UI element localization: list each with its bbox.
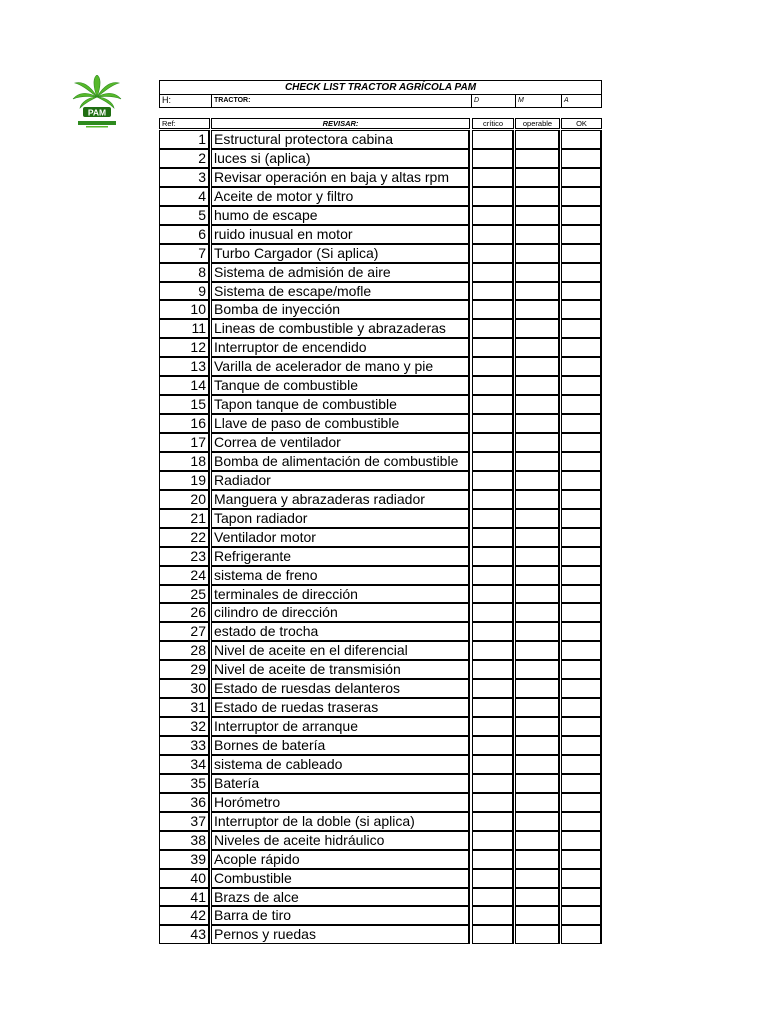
item-number: 33 [159,736,210,755]
operable-checkbox[interactable] [515,547,560,566]
item-number: 7 [159,244,210,263]
table-row [159,755,602,774]
item-description: Radiador [211,471,470,490]
critico-checkbox[interactable] [472,774,514,793]
table-row [159,925,602,944]
table-row [159,528,602,547]
ok-checkbox[interactable] [561,433,602,452]
ok-checkbox[interactable] [561,168,602,187]
table-row [159,641,602,660]
item-number: 3 [159,168,210,187]
critico-checkbox[interactable] [472,622,514,641]
critico-checkbox[interactable] [472,225,514,244]
item-description: Interruptor de la doble (si aplica) [211,812,470,831]
ok-checkbox[interactable] [561,319,602,338]
item-number: 29 [159,660,210,679]
item-number: 15 [159,395,210,414]
critico-checkbox[interactable] [472,395,514,414]
table-row [159,717,602,736]
item-number: 26 [159,603,210,622]
item-description: Nivel de aceite de transmisión [211,660,470,679]
critico-checkbox[interactable] [472,831,514,850]
critico-checkbox[interactable] [472,660,514,679]
operable-checkbox[interactable] [515,585,560,604]
table-row [159,736,602,755]
critico-checkbox[interactable] [472,338,514,357]
operable-checkbox[interactable] [515,906,560,925]
item-number: 23 [159,547,210,566]
critico-checkbox[interactable] [472,471,514,490]
item-description: Tapon radiador [211,509,470,528]
operable-checkbox[interactable] [515,717,560,736]
table-row [159,679,602,698]
item-number: 16 [159,414,210,433]
item-number: 21 [159,509,210,528]
item-number: 17 [159,433,210,452]
item-number: 25 [159,585,210,604]
item-number: 5 [159,206,210,225]
operable-checkbox[interactable] [515,660,560,679]
table-row [159,187,602,206]
palm-tree-icon [72,75,122,130]
item-description: Tanque de combustible [211,376,470,395]
ok-checkbox[interactable] [561,906,602,925]
item-number: 1 [159,130,210,149]
table-row [159,869,602,888]
table-row [159,433,602,452]
table-row [159,338,602,357]
column-operable: operable [515,118,560,129]
ok-checkbox[interactable] [561,660,602,679]
item-description: Ventilador motor [211,528,470,547]
item-description: Brazs de alce [211,888,470,907]
operable-checkbox[interactable] [515,622,560,641]
operable-checkbox[interactable] [515,414,560,433]
operable-checkbox[interactable] [515,300,560,319]
item-number: 13 [159,357,210,376]
item-number: 37 [159,812,210,831]
table-row [159,850,602,869]
ok-checkbox[interactable] [561,869,602,888]
operable-checkbox[interactable] [515,149,560,168]
critico-checkbox[interactable] [472,149,514,168]
critico-checkbox[interactable] [472,282,514,301]
ok-checkbox[interactable] [561,414,602,433]
item-number: 32 [159,717,210,736]
operable-checkbox[interactable] [515,528,560,547]
critico-checkbox[interactable] [472,376,514,395]
table-row [159,585,602,604]
item-number: 30 [159,679,210,698]
operable-checkbox[interactable] [515,679,560,698]
operable-checkbox[interactable] [515,774,560,793]
item-number: 31 [159,698,210,717]
ok-checkbox[interactable] [561,263,602,282]
operable-checkbox[interactable] [515,244,560,263]
item-description: Estructural protectora cabina [211,130,470,149]
item-number: 6 [159,225,210,244]
hours-field[interactable]: H: [162,95,171,105]
critico-checkbox[interactable] [472,452,514,471]
ok-checkbox[interactable] [561,585,602,604]
table-row [159,831,602,850]
item-description: Sistema de admisión de aire [211,263,470,282]
table-row [159,376,602,395]
critico-checkbox[interactable] [472,187,514,206]
item-description: Aceite de motor y filtro [211,187,470,206]
item-description: Interruptor de arranque [211,717,470,736]
table-row [159,509,602,528]
critico-checkbox[interactable] [472,906,514,925]
item-description: Barra de tiro [211,906,470,925]
ok-checkbox[interactable] [561,812,602,831]
critico-checkbox[interactable] [472,679,514,698]
critico-checkbox[interactable] [472,357,514,376]
table-row [159,906,602,925]
ok-checkbox[interactable] [561,641,602,660]
critico-checkbox[interactable] [472,263,514,282]
item-number: 8 [159,263,210,282]
item-number: 20 [159,490,210,509]
ok-checkbox[interactable] [561,925,602,944]
operable-checkbox[interactable] [515,225,560,244]
item-description: humo de escape [211,206,470,225]
table-row [159,263,602,282]
item-description: terminales de dirección [211,585,470,604]
ok-checkbox[interactable] [561,357,602,376]
ok-checkbox[interactable] [561,149,602,168]
table-row [159,244,602,263]
critico-checkbox[interactable] [472,433,514,452]
operable-checkbox[interactable] [515,395,560,414]
item-number: 41 [159,888,210,907]
operable-checkbox[interactable] [515,812,560,831]
item-number: 36 [159,793,210,812]
item-description: Estado de ruedas traseras [211,698,470,717]
table-row [159,660,602,679]
table-row [159,566,602,585]
item-number: 18 [159,452,210,471]
item-number: 43 [159,925,210,944]
ok-checkbox[interactable] [561,452,602,471]
operable-checkbox[interactable] [515,376,560,395]
table-row [159,149,602,168]
operable-checkbox[interactable] [515,869,560,888]
item-description: Llave de paso de combustible [211,414,470,433]
table-row [159,168,602,187]
item-description: Tapon tanque de combustible [211,395,470,414]
table-row [159,282,602,301]
critico-checkbox[interactable] [472,641,514,660]
ok-checkbox[interactable] [561,509,602,528]
operable-checkbox[interactable] [515,319,560,338]
critico-checkbox[interactable] [472,603,514,622]
table-row [159,395,602,414]
item-description: Turbo Cargador (Si aplica) [211,244,470,263]
operable-checkbox[interactable] [515,263,560,282]
operable-checkbox[interactable] [515,338,560,357]
item-description: Lineas de combustible y abrazaderas [211,319,470,338]
table-row [159,547,602,566]
critico-checkbox[interactable] [472,490,514,509]
ok-checkbox[interactable] [561,755,602,774]
item-number: 4 [159,187,210,206]
item-description: Combustible [211,869,470,888]
tractor-field[interactable]: TRACTOR: [211,95,471,108]
item-number: 38 [159,831,210,850]
table-row [159,130,602,149]
operable-checkbox[interactable] [515,603,560,622]
critico-checkbox[interactable] [472,509,514,528]
item-description: Niveles de aceite hidráulico [211,831,470,850]
item-description: Bornes de batería [211,736,470,755]
month-field[interactable]: M [515,95,561,108]
item-number: 42 [159,906,210,925]
operable-checkbox[interactable] [515,509,560,528]
ok-checkbox[interactable] [561,300,602,319]
critico-checkbox[interactable] [472,414,514,433]
column-ref: Ref: [159,118,210,129]
column-critico: crítico [472,118,514,129]
table-row [159,603,602,622]
ok-checkbox[interactable] [561,566,602,585]
table-row [159,812,602,831]
ok-checkbox[interactable] [561,471,602,490]
item-number: 40 [159,869,210,888]
item-number: 2 [159,149,210,168]
checklist-table [159,130,602,944]
item-description: Batería [211,774,470,793]
critico-checkbox[interactable] [472,850,514,869]
operable-checkbox[interactable] [515,206,560,225]
item-description: estado de trocha [211,622,470,641]
ok-checkbox[interactable] [561,490,602,509]
critico-checkbox[interactable] [472,206,514,225]
critico-checkbox[interactable] [472,812,514,831]
item-description: Refrigerante [211,547,470,566]
table-row [159,225,602,244]
day-field[interactable]: D [471,95,515,108]
critico-checkbox[interactable] [472,566,514,585]
table-row [159,357,602,376]
operable-checkbox[interactable] [515,641,560,660]
operable-checkbox[interactable] [515,282,560,301]
critico-checkbox[interactable] [472,925,514,944]
ok-checkbox[interactable] [561,395,602,414]
ok-checkbox[interactable] [561,888,602,907]
operable-checkbox[interactable] [515,831,560,850]
item-description: sistema de cableado [211,755,470,774]
critico-checkbox[interactable] [472,698,514,717]
item-description: Varilla de acelerador de mano y pie [211,357,470,376]
ok-checkbox[interactable] [561,831,602,850]
ok-checkbox[interactable] [561,282,602,301]
item-description: sistema de freno [211,566,470,585]
item-description: Horómetro [211,793,470,812]
operable-checkbox[interactable] [515,490,560,509]
item-number: 24 [159,566,210,585]
operable-checkbox[interactable] [515,888,560,907]
item-number: 34 [159,755,210,774]
critico-checkbox[interactable] [472,717,514,736]
table-row [159,414,602,433]
item-description: Bomba de inyección [211,300,470,319]
table-row [159,300,602,319]
critico-checkbox[interactable] [472,300,514,319]
item-description: Acople rápido [211,850,470,869]
column-ok: OK [561,118,602,129]
form-title: CHECK LIST TRACTOR AGRÍCOLA PAM [284,82,477,93]
item-number: 39 [159,850,210,869]
form-header [159,80,602,108]
item-number: 12 [159,338,210,357]
table-row [159,490,602,509]
operable-checkbox[interactable] [515,793,560,812]
ok-checkbox[interactable] [561,528,602,547]
operable-checkbox[interactable] [515,187,560,206]
item-description: Manguera y abrazaderas radiador [211,490,470,509]
critico-checkbox[interactable] [472,547,514,566]
ok-checkbox[interactable] [561,850,602,869]
critico-checkbox[interactable] [472,244,514,263]
ok-checkbox[interactable] [561,130,602,149]
ok-checkbox[interactable] [561,679,602,698]
operable-checkbox[interactable] [515,130,560,149]
ok-checkbox[interactable] [561,717,602,736]
operable-checkbox[interactable] [515,736,560,755]
critico-checkbox[interactable] [472,168,514,187]
ok-checkbox[interactable] [561,603,602,622]
ok-checkbox[interactable] [561,187,602,206]
operable-checkbox[interactable] [515,471,560,490]
item-description: Correa de ventilador [211,433,470,452]
critico-checkbox[interactable] [472,736,514,755]
critico-checkbox[interactable] [472,888,514,907]
column-header-row [159,118,602,129]
item-description: Pernos y ruedas [211,925,470,944]
ok-checkbox[interactable] [561,622,602,641]
table-row [159,452,602,471]
critico-checkbox[interactable] [472,528,514,547]
item-number: 19 [159,471,210,490]
ok-checkbox[interactable] [561,376,602,395]
operable-checkbox[interactable] [515,452,560,471]
critico-checkbox[interactable] [472,869,514,888]
item-number: 14 [159,376,210,395]
operable-checkbox[interactable] [515,850,560,869]
item-description: Revisar operación en baja y altas rpm [211,168,470,187]
table-row [159,793,602,812]
item-number: 10 [159,300,210,319]
ok-checkbox[interactable] [561,736,602,755]
ok-checkbox[interactable] [561,547,602,566]
operable-checkbox[interactable] [515,433,560,452]
table-row [159,622,602,641]
ok-checkbox[interactable] [561,244,602,263]
table-row [159,698,602,717]
table-row [159,319,602,338]
item-number: 27 [159,622,210,641]
item-description: luces si (aplica) [211,149,470,168]
item-number: 9 [159,282,210,301]
item-number: 28 [159,641,210,660]
operable-checkbox[interactable] [515,357,560,376]
critico-checkbox[interactable] [472,755,514,774]
critico-checkbox[interactable] [472,793,514,812]
operable-checkbox[interactable] [515,168,560,187]
table-row [159,206,602,225]
operable-checkbox[interactable] [515,566,560,585]
item-description: Sistema de escape/mofle [211,282,470,301]
ok-checkbox[interactable] [561,206,602,225]
item-number: 22 [159,528,210,547]
operable-checkbox[interactable] [515,698,560,717]
column-revisar: REVISAR: [211,118,470,129]
ok-checkbox[interactable] [561,225,602,244]
item-description: ruido inusual en motor [211,225,470,244]
critico-checkbox[interactable] [472,585,514,604]
item-number: 11 [159,319,210,338]
item-description: Interruptor de encendido [211,338,470,357]
ok-checkbox[interactable] [561,698,602,717]
logo-text: PAM [87,107,107,118]
table-row [159,774,602,793]
critico-checkbox[interactable] [472,319,514,338]
critico-checkbox[interactable] [472,130,514,149]
item-description: Bomba de alimentación de combustible [211,452,470,471]
operable-checkbox[interactable] [515,755,560,774]
item-description: Estado de ruesdas delanteros [211,679,470,698]
ok-checkbox[interactable] [561,774,602,793]
pam-logo [72,75,122,130]
ok-checkbox[interactable] [561,338,602,357]
year-field[interactable]: A [561,95,602,108]
item-description: cilindro de dirección [211,603,470,622]
ok-checkbox[interactable] [561,793,602,812]
item-description: Nivel de aceite en el diferencial [211,641,470,660]
table-row [159,888,602,907]
table-row [159,471,602,490]
operable-checkbox[interactable] [515,925,560,944]
item-number: 35 [159,774,210,793]
